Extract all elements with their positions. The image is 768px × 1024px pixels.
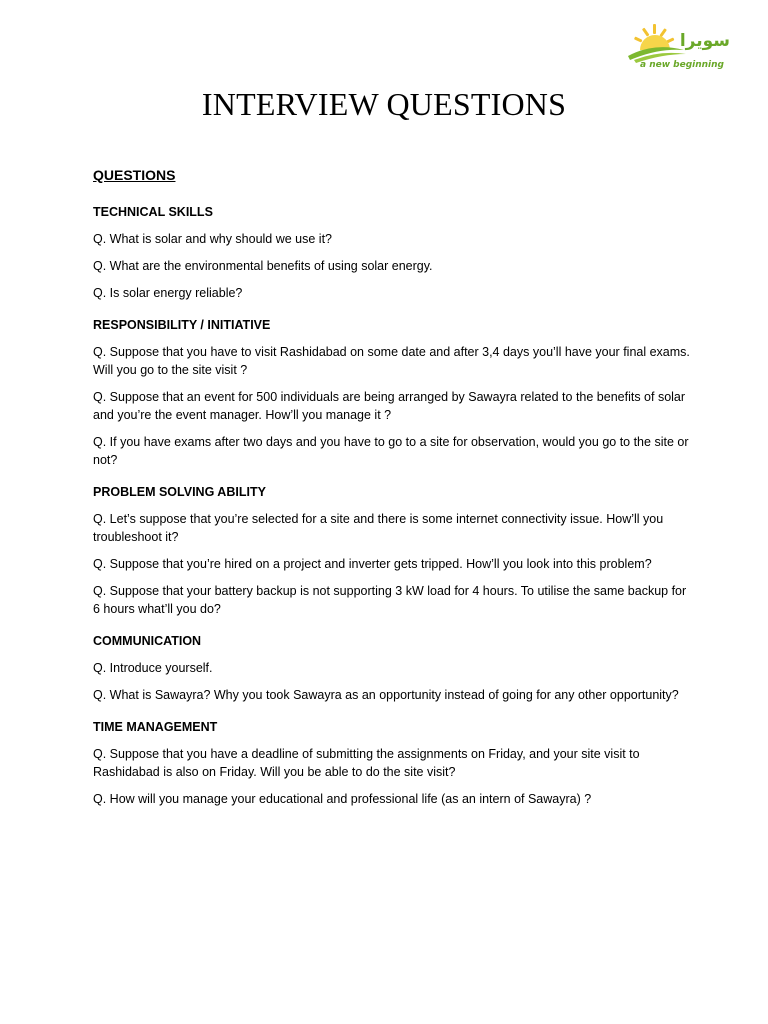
section-title: PROBLEM SOLVING ABILITY	[93, 485, 266, 499]
question-section	[93, 483, 693, 618]
questions-heading: QUESTIONS	[93, 167, 176, 183]
question-section	[93, 316, 693, 469]
question-item: Q. What is solar and why should we use it?	[93, 232, 333, 246]
sun-logo-icon	[624, 20, 736, 72]
question-section	[93, 203, 693, 302]
question-item: Q. If you have exams after two days and you have to go to a site for observation, would you go to the site or not?	[93, 435, 689, 467]
question-item: Q. Introduce yourself.	[93, 661, 213, 675]
section-title: COMMUNICATION	[93, 634, 202, 648]
question-item: Q. How will you manage your educational and professional life (as an intern of Sawayra) ?	[93, 792, 592, 806]
question-item: Q. What is Sawayra? Why you took Sawayra as an opportunity instead of going for any other opportunity?	[93, 688, 679, 702]
question-item: Q. Is solar energy reliable?	[93, 286, 243, 300]
question-item: Q. Suppose that you have a deadline of submitting the assignments on Friday, and your site visit to Rashidabad is also on Friday. Will you be able to do the site visit?	[93, 747, 640, 779]
logo-tagline: a new beginning	[640, 60, 724, 70]
question-item: Q. Suppose that you have to visit Rashidabad on some date and after 3,4 days you’ll have your final exams. Will you go to the site visit ?	[93, 345, 690, 377]
question-item: Q. Let’s suppose that you’re selected for a site and there is some internet connectivity issue. How’ll you troubleshoot it?	[93, 512, 664, 544]
question-item: Q. Suppose that an event for 500 individuals are being arranged by Sawayra related to the benefits of solar and you’re the event manager. How’ll you manage it ?	[93, 390, 686, 422]
question-item: Q. Suppose that you’re hired on a project and inverter gets tripped. How’ll you look into this problem?	[93, 557, 652, 571]
section-title: TECHNICAL SKILLS	[93, 205, 213, 219]
logo-urdu-text: سویرا	[679, 31, 730, 51]
question-section	[93, 632, 693, 704]
question-section	[93, 718, 693, 808]
question-item: Q. Suppose that your battery backup is not supporting 3 kW load for 4 hours. To utilise the same backup for 6 hours what’ll you do?	[93, 584, 687, 616]
sections-container	[93, 203, 693, 808]
sawayra-logo	[624, 20, 736, 72]
page-title: INTERVIEW QUESTIONS	[201, 86, 567, 122]
section-title: RESPONSIBILITY / INITIATIVE	[93, 318, 271, 332]
question-item: Q. What are the environmental benefits of using solar energy.	[93, 259, 433, 273]
section-title: TIME MANAGEMENT	[93, 720, 218, 734]
document-body	[93, 166, 693, 822]
